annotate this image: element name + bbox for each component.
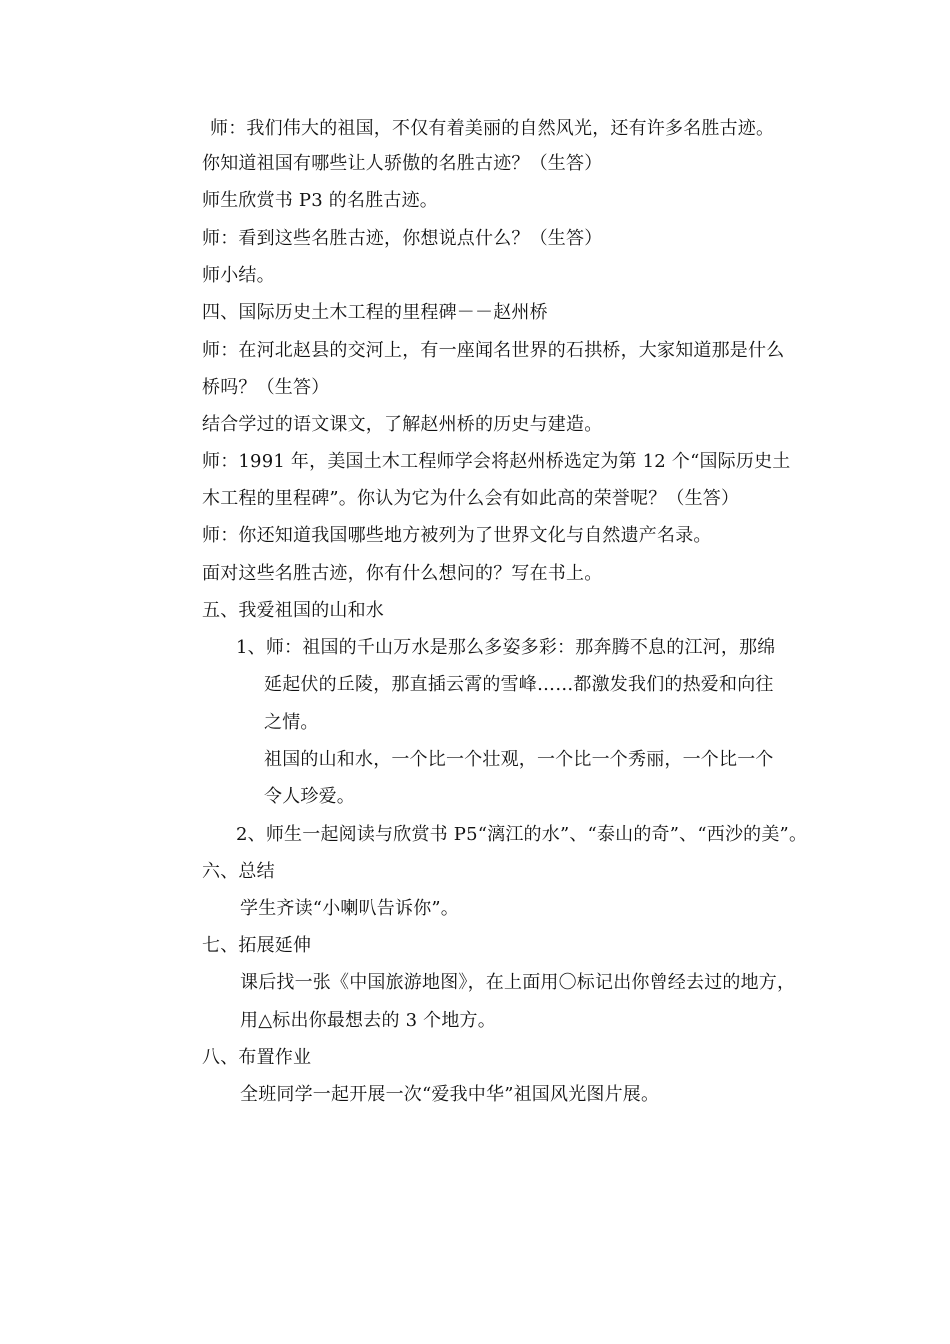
paragraph-line: 桥吗？（生答） [202, 377, 330, 398]
section-heading: 六、总结 [202, 861, 275, 882]
paragraph-line: 课后找一张《中国旅游地图》，在上面用〇标记出你曾经去过的地方， [240, 972, 796, 993]
paragraph-line: 你知道祖国有哪些让人骄傲的名胜古迹？（生答） [202, 153, 603, 174]
paragraph-line: 祖国的山和水，一个比一个壮观，一个比一个秀丽，一个比一个 [264, 749, 774, 770]
paragraph-line: 延起伏的丘陵，那直插云霄的雪峰……都激发我们的热爱和向往 [264, 674, 774, 695]
paragraph-line: 全班同学一起开展一次“爱我中华”祖国风光图片展。 [240, 1084, 660, 1105]
section-heading: 八、布置作业 [202, 1047, 312, 1068]
section-heading: 七、拓展延伸 [202, 935, 312, 956]
paragraph-line: 令人珍爱。 [264, 786, 355, 807]
paragraph-line: 师：你还知道我国哪些地方被列为了世界文化与自然遗产名录。 [202, 525, 712, 546]
paragraph-line: 学生齐读“小喇叭告诉你”。 [240, 898, 460, 919]
list-item: 1、师：祖国的千山万水是那么多姿多彩：那奔腾不息的江河，那绵 [236, 637, 776, 658]
paragraph-line: 木工程的里程碑”。你认为它为什么会有如此高的荣誉呢？（生答） [202, 488, 740, 509]
paragraph-line: 之情。 [264, 712, 319, 733]
paragraph-line: 师：在河北赵县的交河上，有一座闻名世界的石拱桥，大家知道那是什么 [202, 340, 785, 361]
paragraph-line: 面对这些名胜古迹，你有什么想问的？写在书上。 [202, 563, 603, 584]
section-heading: 四、国际历史土木工程的里程碑－－赵州桥 [202, 302, 548, 323]
paragraph-line: 师生欣赏书 P3 的名胜古迹。 [202, 190, 439, 211]
section-heading: 五、我爱祖国的山和水 [202, 600, 384, 621]
paragraph-line: 用△标出你最想去的 3 个地方。 [240, 1010, 496, 1031]
paragraph-line: 结合学过的语文课文，了解赵州桥的历史与建造。 [202, 414, 603, 435]
list-item: 2、师生一起阅读与欣赏书 P5“漓江的水”、“泰山的奇”、“西沙的美”。 [236, 824, 808, 845]
paragraph-line: 师小结。 [202, 265, 275, 286]
paragraph-line: 师：我们伟大的祖国，不仅有着美丽的自然风光，还有许多名胜古迹。 [210, 118, 775, 139]
paragraph-line: 师：看到这些名胜古迹，你想说点什么？（生答） [202, 228, 603, 249]
paragraph-line: 师：1991 年，美国土木工程师学会将赵州桥选定为第 12 个“国际历史土 [202, 451, 791, 472]
